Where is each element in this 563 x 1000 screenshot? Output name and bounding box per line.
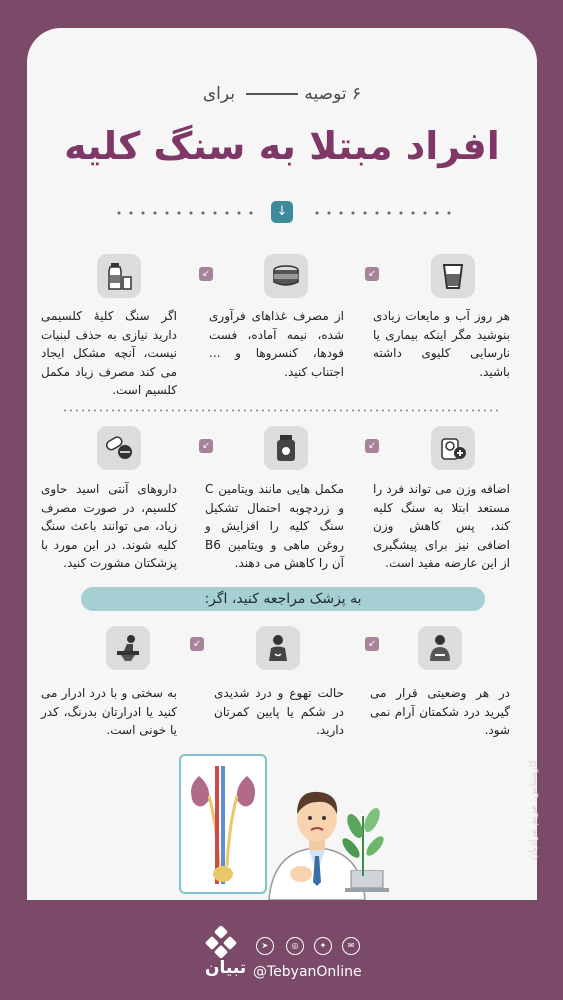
tip-text: داروهای آنتی اسید حاوی کلسیم، در صورت مصرف زیاد، می توانند باعث سنگ کلیه شوند. در این مورد با پزشکتان مشورت کنید. [41, 482, 177, 570]
back-pain-icon [256, 626, 300, 670]
row-separator [62, 409, 502, 412]
tip-text: مکمل هایی مانند ویتامین C و زردچوبه احتمال تشکیل سنگ کلیه را افزایش و روغن ماهی و ویتامین B6 آن را کاهش می دهند. [205, 482, 344, 570]
telegram-icon[interactable]: ➤ [256, 937, 274, 955]
brand-name: تبیان [205, 958, 247, 978]
symptom-text: حالت تهوع و درد شدیدی در شکم یا پایین کمرتان دارید. [214, 686, 344, 737]
subtitle-suffix: برای [202, 84, 235, 104]
arrow-bullet-icon: ↙ [365, 637, 379, 651]
plant-illustration [335, 796, 391, 876]
subtitle-number: ۶ [352, 84, 362, 104]
pills-icon [97, 426, 141, 470]
social-handle[interactable]: @TebyanOnline [253, 964, 362, 980]
divider-dots-left [113, 211, 255, 215]
instagram-icon[interactable]: ◎ [286, 937, 304, 955]
subtitle [27, 84, 537, 104]
arrow-bullet-icon: ↙ [190, 637, 204, 651]
message-icon[interactable]: ✉ [342, 937, 360, 955]
canned-food-icon [264, 254, 308, 298]
subtitle-line [246, 93, 298, 95]
tip-text: هر روز آب و مایعات زیادی بنوشید مگر اینکه بیماری یا نارسایی کلیوی داشته باشید. [373, 309, 510, 379]
infographic-card [27, 28, 537, 900]
tip-text: اگر سنگ کلیهٔ کلسیمی دارید نیازی به حذف لبنیات نیست، آنچه مشکل ایجاد می کند مصرف زیاد مکمل کلسیم است. [41, 309, 177, 397]
tip-text: از مصرف غذاهای فرآوری شده، نیمه آماده، فست فودها، کنسروها و ... اجتناب کنید. [209, 309, 344, 379]
toilet-icon [106, 626, 150, 670]
supplement-jar-icon [264, 426, 308, 470]
water-glass-icon [431, 254, 475, 298]
milk-bottle-icon [97, 254, 141, 298]
arrow-bullet-icon: ↙ [365, 267, 379, 281]
abdominal-pain-icon [418, 626, 462, 670]
arrow-down-icon: ↓ [271, 201, 293, 223]
tebyan-logo-icon [205, 926, 237, 958]
symptom-text: در هر وضعیتی قرار می گیرید درد شکمتان آرام نمی شود. [370, 686, 510, 737]
page-title: افراد مبتلا به سنگ کلیه [64, 124, 500, 168]
subtitle-word: توصیه [304, 84, 347, 104]
weight-scale-icon [431, 426, 475, 470]
arrow-bullet-icon: ↙ [365, 439, 379, 453]
author-credit: کارشناس: مریم مرادیان [528, 759, 539, 860]
divider-dots-right [311, 211, 453, 215]
symptom-text: به سختی و با درد ادرار می کنید یا ادرارتان بدرنگ، کدر یا خونی است. [41, 686, 177, 737]
arrow-bullet-icon: ↙ [199, 267, 213, 281]
doctor-banner: به پزشک مراجعه کنید، اگر: [81, 587, 485, 611]
tip-text: اضافه وزن می تواند فرد را مستعد ابتلا به سنگ کلیه کند، پس کاهش وزن اضافی نیز برای پیشگیری از این عارضه مفید است. [373, 482, 510, 570]
twitter-icon[interactable]: ✦ [314, 937, 332, 955]
arrow-bullet-icon: ↙ [199, 439, 213, 453]
footer-bar [0, 900, 563, 1000]
